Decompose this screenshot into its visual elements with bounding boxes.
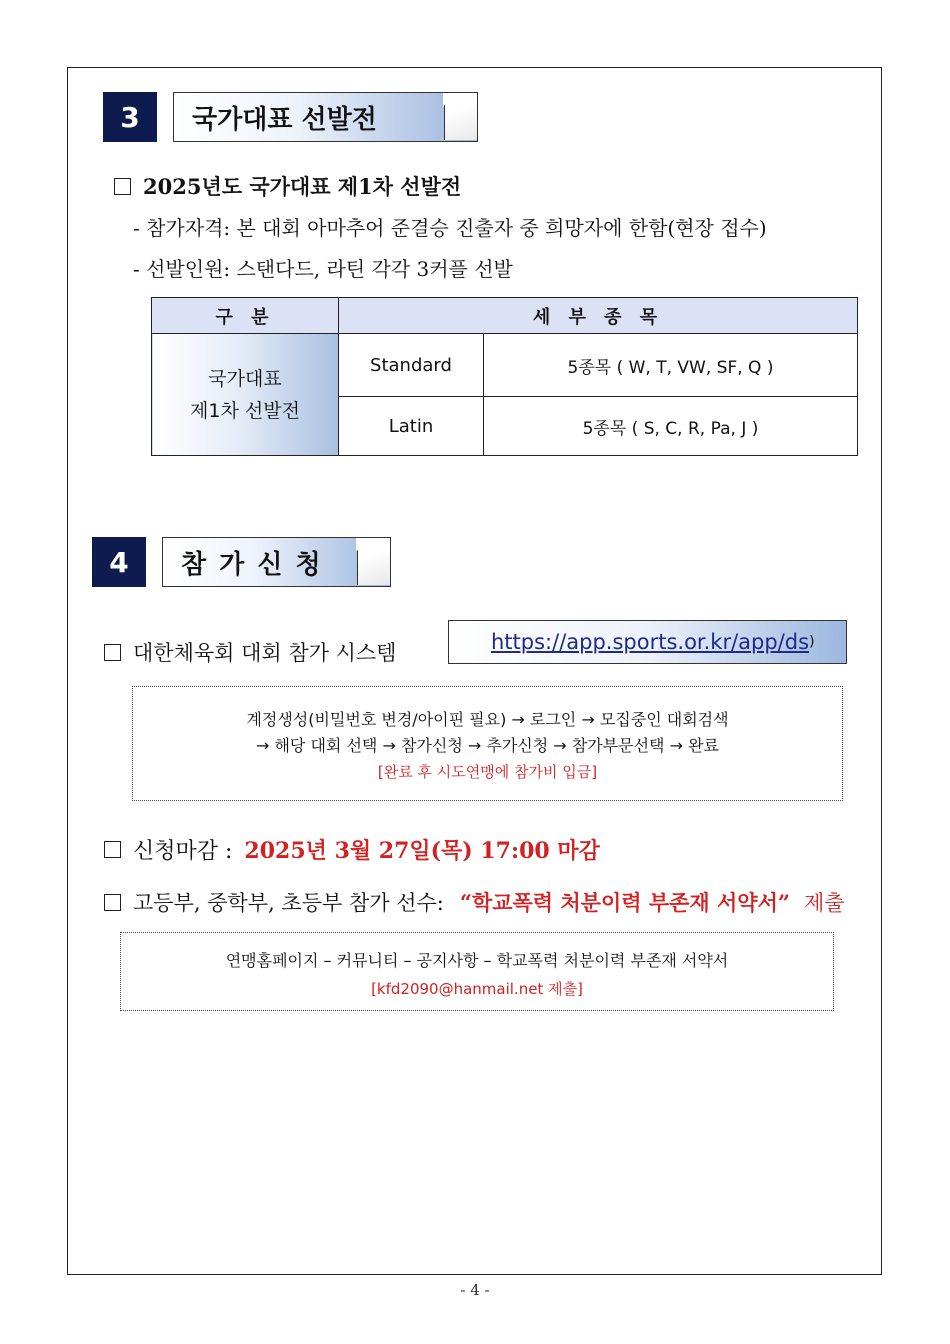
table-header-row bbox=[152, 298, 858, 334]
section-4-title-text: 참 가 신 청 bbox=[181, 549, 323, 580]
events-standard: 5종목 ( W, T, VW, SF, Q ) bbox=[484, 334, 858, 397]
section-3-number: 3 bbox=[103, 92, 157, 142]
deadline-line bbox=[104, 834, 600, 865]
section-3-heading bbox=[114, 171, 461, 201]
checkbox-square-icon bbox=[104, 894, 121, 911]
pledge-value: “학교폭력 처분이력 부존재 서약서” bbox=[459, 890, 790, 915]
section-3-heading-text: 2025년도 국가대표 제1차 선발전 bbox=[143, 174, 462, 199]
selection-count-text: - 선발인원: 스탠다드, 라틴 각각 3커플 선발 bbox=[133, 257, 513, 281]
deadline-value: 2025년 3월 27일(목) 17:00 마감 bbox=[244, 838, 600, 864]
checkbox-square-icon bbox=[104, 644, 121, 661]
table-header-category: 구 분 bbox=[152, 298, 339, 334]
system-url-suffix: ) bbox=[809, 634, 815, 650]
section-4-title bbox=[162, 537, 391, 587]
category-standard: Standard bbox=[339, 334, 484, 397]
eligibility-text: - 참가자격: 본 대회 아마추어 준결승 진출자 중 희망자에 한함(현장 접수) bbox=[133, 216, 767, 240]
section-4-number: 4 bbox=[92, 537, 146, 587]
checkbox-square-icon bbox=[104, 841, 121, 858]
pledge-path: 연맹홈페이지 – 커뮤니티 – 공지사항 – 학교폭력 처분이력 부존재 서약서 bbox=[225, 951, 729, 970]
deadline-label: 신청마감 : bbox=[133, 839, 233, 864]
page-fold-decoration bbox=[357, 537, 391, 585]
table-header-events: 세 부 종 목 bbox=[339, 298, 858, 334]
page-fold-decoration bbox=[444, 92, 478, 140]
system-label: 대한체육회 대회 참가 시스템 bbox=[133, 641, 397, 665]
steps-line-1: 계정생성(비밀번호 변경/아이핀 필요) → 로그인 → 모집중인 대회검색 bbox=[246, 710, 729, 729]
section-3-title bbox=[173, 92, 478, 142]
pledge-submit: [kfd2090@hanmail.net 제출] bbox=[371, 980, 583, 998]
application-steps-box bbox=[132, 686, 843, 801]
checkbox-square-icon bbox=[114, 178, 131, 195]
row-header-line-1: 국가대표 bbox=[208, 367, 282, 390]
events-latin: 5종목 ( S, C, R, Pa, J ) bbox=[484, 397, 858, 456]
pledge-info-box bbox=[120, 932, 834, 1011]
page-frame bbox=[67, 67, 882, 1275]
section-3-title-text: 국가대표 선발전 bbox=[192, 104, 377, 135]
system-url-box bbox=[448, 620, 847, 664]
steps-line-2: → 해당 대회 선택 → 참가신청 → 추가신청 → 참가부문선택 → 완료 bbox=[255, 736, 719, 755]
category-latin: Latin bbox=[339, 397, 484, 456]
pledge-line bbox=[104, 887, 845, 917]
table-row-header bbox=[152, 334, 339, 456]
table-row bbox=[152, 334, 858, 397]
row-header-line-2: 제1차 선발전 bbox=[190, 399, 300, 422]
page-number: - 4 - bbox=[460, 1281, 490, 1299]
system-url-link[interactable]: https://app.sports.or.kr/app/ds bbox=[491, 630, 810, 654]
steps-note: [완료 후 시도연맹에 참가비 입금] bbox=[377, 763, 598, 781]
pledge-suffix: 제출 bbox=[803, 891, 845, 915]
pledge-label: 고등부, 중학부, 초등부 참가 선수: bbox=[133, 891, 444, 915]
system-line bbox=[104, 637, 396, 667]
events-table bbox=[151, 297, 858, 456]
